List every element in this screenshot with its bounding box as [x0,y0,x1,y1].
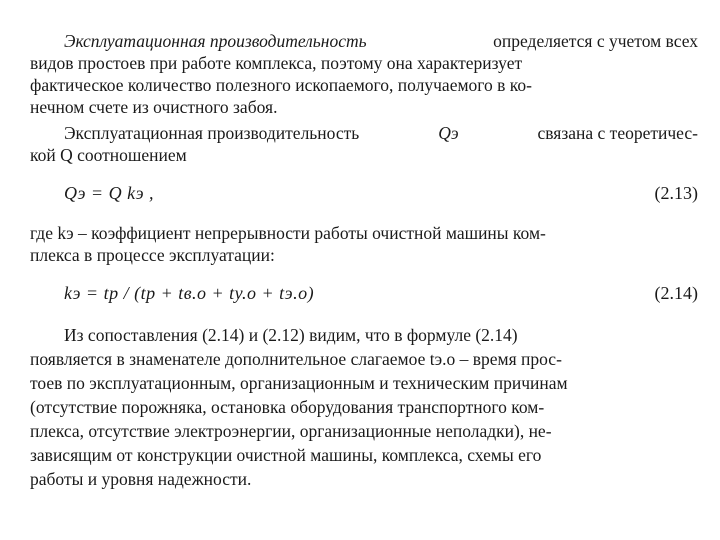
where-line2: плекса в процессе эксплуатации: [30,245,275,265]
paragraph3-line6: зависящим от конструкции очистной машины, комплекса, схемы его [30,445,542,465]
paragraph2-symbol-qe: Qэ [438,123,459,143]
paragraph3-line3: тоев по эксплуатационным, организационным и техническим причинам [30,373,568,393]
paragraph1-line3: фактическое количество полезного ископаемого, получаемого в ко- [30,75,532,95]
term-operational-productivity: Эксплуатационная производительность [64,31,367,51]
paragraph2-line1 [64,122,698,144]
paragraph1-line1-rest: определяется с учетом всех [493,31,698,51]
paragraph2-line1-a: Эксплуатационная производительность [64,123,360,143]
formula-2-14-expression: kэ = tр / (tр + tв.о + tу.о + tэ.о) [64,283,315,303]
paragraph3-line7: работы и уровня надежности. [30,469,252,489]
formula-2-14-number: (2.14) [654,283,698,303]
formula-2-13-expression: Qэ = Q kэ , [64,183,155,203]
paragraph1-line1 [64,30,698,52]
formula-2-14 [64,280,698,306]
paragraph1-line2: видов простоев при работе комплекса, поэтому она характеризует [30,53,523,73]
paragraph3-line4: (отсутствие порожняка, остановка оборудования транспортного ком- [30,397,545,417]
formula-2-13 [64,180,698,206]
paragraph3-line5: плекса, отсутствие электроэнергии, организационные неполадки), не- [30,421,552,441]
paragraph3-line2: появляется в знаменателе дополнительное слагаемое tэ.о – время прос- [30,349,562,369]
paragraph2-line2: кой Q соотношением [30,145,187,165]
paragraph2-line1-c: связана с теоретичес- [537,123,698,143]
paragraph1-line4: нечном счете из очистного забоя. [30,97,278,117]
paragraph3-line1: Из сопоставления (2.14) и (2.12) видим, что в формуле (2.14) [64,325,518,345]
formula-2-13-number: (2.13) [654,183,698,203]
where-line1: где kэ – коэффициент непрерывности работы очистной машины ком- [30,223,546,243]
